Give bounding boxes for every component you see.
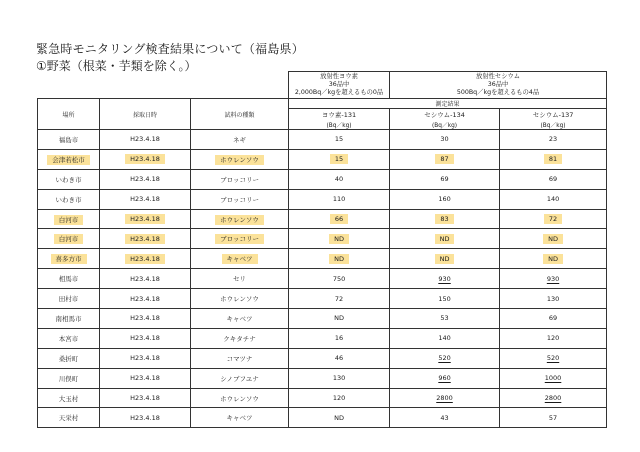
cell-cs134-value: 69 <box>440 175 449 184</box>
cell-cs134-value: 87 <box>435 154 453 164</box>
cell-cs137-value: 81 <box>544 154 562 164</box>
iodine-summary-line: 36品中 <box>328 81 350 88</box>
cell-i131-value: 750 <box>332 274 346 283</box>
cell-i131 <box>289 328 390 348</box>
cell-sample-value: キャベツ <box>226 314 253 323</box>
cell-date-value: H23.4.18 <box>130 274 160 283</box>
table-row <box>38 169 607 189</box>
cell-date-value: H23.4.18 <box>130 413 160 422</box>
cell-place <box>38 328 100 348</box>
cell-cs134-value: 930 <box>438 274 451 283</box>
cell-date-value: H23.4.18 <box>130 135 160 144</box>
cell-place <box>38 309 100 329</box>
cell-place <box>38 249 100 269</box>
table-row <box>38 309 607 329</box>
cell-date <box>100 388 191 408</box>
cell-date <box>100 408 191 428</box>
cell-cs137-value: 72 <box>544 214 562 224</box>
cell-cs134 <box>390 368 500 388</box>
cell-cs137-value: 69 <box>548 175 558 184</box>
cell-cs134-value: 2800 <box>436 394 453 403</box>
table-row <box>38 229 607 249</box>
cell-cs137 <box>500 368 607 388</box>
cell-date-value: H23.4.18 <box>125 154 165 164</box>
cell-place-value: 川俣町 <box>58 374 79 383</box>
cell-date-value: H23.4.18 <box>130 294 160 303</box>
cell-cs137 <box>500 269 607 289</box>
cell-sample-value: ホウレンソウ <box>220 295 259 304</box>
cell-i131 <box>289 130 390 150</box>
cell-place-value: 南相馬市 <box>55 314 82 323</box>
cell-i131-value: 46 <box>334 354 344 363</box>
cell-cs137 <box>500 328 607 348</box>
cell-i131 <box>289 368 390 388</box>
cell-sample-value: ブロッコリー <box>215 234 264 244</box>
cell-cs134-value: 960 <box>438 374 451 383</box>
cell-cs137-value: 1000 <box>544 374 562 383</box>
cell-i131 <box>289 388 390 408</box>
header-date: 採取日時 <box>100 99 191 130</box>
cell-date <box>100 348 191 368</box>
cell-i131-value: ND <box>334 413 344 422</box>
cell-date <box>100 209 191 229</box>
table-row <box>38 408 607 428</box>
cell-place-value: 福島市 <box>58 135 79 144</box>
cell-i131 <box>289 289 390 309</box>
cell-i131-value: 110 <box>332 195 346 204</box>
iodine-summary-line: 2,000Bq／kgを超えるもの0品 <box>294 89 384 96</box>
cell-i131 <box>289 348 390 368</box>
cell-place <box>38 348 100 368</box>
cell-place <box>38 408 100 428</box>
cell-cs134-value: 43 <box>440 413 449 422</box>
cell-i131 <box>289 309 390 329</box>
cell-sample <box>191 209 289 229</box>
cell-cs134 <box>390 229 500 249</box>
cell-cs137-value: 140 <box>546 195 560 204</box>
cell-cs137-value: 130 <box>546 294 560 303</box>
table-row <box>38 269 607 289</box>
cell-sample <box>191 328 289 348</box>
results-table <box>37 71 607 428</box>
cell-place-value: 白河市 <box>54 215 84 225</box>
cell-cs134 <box>390 209 500 229</box>
cell-cs137 <box>500 309 607 329</box>
cell-date-value: H23.4.18 <box>130 354 160 363</box>
cell-date-value: H23.4.18 <box>125 234 165 244</box>
cell-date <box>100 249 191 269</box>
table-row <box>38 149 607 169</box>
cell-sample <box>191 189 289 209</box>
cesium-summary-line: 放射性セシウム <box>476 73 521 80</box>
cell-cs137-value: 120 <box>546 334 560 343</box>
cell-date-value: H23.4.18 <box>130 175 160 184</box>
cell-cs134 <box>390 249 500 269</box>
cell-place <box>38 209 100 229</box>
cell-cs134 <box>390 130 500 150</box>
cell-date <box>100 328 191 348</box>
cell-cs137-value: 57 <box>548 413 558 422</box>
iodine-summary <box>289 72 390 99</box>
cell-date-value: H23.4.18 <box>130 314 160 323</box>
cell-place <box>38 169 100 189</box>
cell-cs137-value: 69 <box>548 314 558 323</box>
cell-place <box>38 289 100 309</box>
cell-cs134 <box>390 328 500 348</box>
cell-i131-value: ND <box>329 254 349 264</box>
page-title: 緊急時モニタリング検査結果について（福島県） <box>36 42 304 56</box>
cell-i131-value: 120 <box>332 394 346 403</box>
cell-i131 <box>289 408 390 428</box>
cell-sample-value: キャベツ <box>222 254 258 264</box>
cell-cs137 <box>500 209 607 229</box>
cell-cs137 <box>500 189 607 209</box>
cell-sample <box>191 289 289 309</box>
cell-sample-value: ブロッコリー <box>220 175 259 184</box>
cell-place-value: 相馬市 <box>58 275 79 284</box>
cell-i131 <box>289 189 390 209</box>
cell-cs137-value: 23 <box>548 135 558 144</box>
cell-cs134-value: ND <box>435 254 455 264</box>
cell-sample-value: ブロッコリー <box>220 195 259 204</box>
cell-place <box>38 229 100 249</box>
header-place: 場所 <box>38 99 100 130</box>
cell-cs137 <box>500 249 607 269</box>
cell-cs134-value: 150 <box>438 294 451 303</box>
table-row <box>38 209 607 229</box>
table-row <box>38 130 607 150</box>
table-row <box>38 189 607 209</box>
cesium-summary-line: 500Bq／kgを超えるもの4品 <box>456 89 540 96</box>
cell-place <box>38 189 100 209</box>
cell-sample-value: キャベツ <box>226 414 253 423</box>
cell-sample-value: ネギ <box>233 135 247 144</box>
cell-place-value: 桑折町 <box>58 354 79 363</box>
cell-date <box>100 149 191 169</box>
cell-cs137-value: ND <box>543 254 563 264</box>
cell-i131-value: ND <box>334 314 344 323</box>
cell-cs134 <box>390 269 500 289</box>
cell-cs134-value: 83 <box>435 214 453 224</box>
cell-sample <box>191 408 289 428</box>
header-cs134: セシウム-134 <box>390 109 500 121</box>
cell-i131 <box>289 269 390 289</box>
cell-place <box>38 269 100 289</box>
cell-i131 <box>289 149 390 169</box>
cell-sample <box>191 229 289 249</box>
cell-date <box>100 169 191 189</box>
table-row <box>38 348 607 368</box>
table-row <box>38 388 607 408</box>
cell-place-value: いわき市 <box>55 175 82 184</box>
cell-sample <box>191 169 289 189</box>
cell-cs134-value: 520 <box>438 354 451 363</box>
cell-cs137 <box>500 149 607 169</box>
cell-cs134-value: 160 <box>438 195 451 204</box>
table-row <box>38 289 607 309</box>
cell-cs134-value: 140 <box>438 334 451 343</box>
section-subtitle: ①野菜（根菜・芋類を除く。） <box>36 59 197 73</box>
cell-cs137-value: 520 <box>546 354 560 363</box>
cell-sample <box>191 249 289 269</box>
cell-place-value: 本宮市 <box>58 334 79 343</box>
cell-place-value: いわき市 <box>55 195 82 204</box>
header-sample: 試料の種類 <box>191 99 289 130</box>
header-unit: (Bq／kg) <box>390 120 500 130</box>
cell-sample <box>191 309 289 329</box>
cell-cs134 <box>390 189 500 209</box>
cell-date <box>100 130 191 150</box>
cell-i131-value: ND <box>329 234 349 244</box>
cell-date-value: H23.4.18 <box>130 334 160 343</box>
header-blank <box>38 72 289 99</box>
cell-i131-value: 16 <box>334 334 344 343</box>
cell-cs137 <box>500 388 607 408</box>
cesium-summary-line: 36品中 <box>487 81 509 88</box>
cell-cs137 <box>500 289 607 309</box>
cell-place <box>38 368 100 388</box>
cell-place-value: 喜多方市 <box>51 254 87 264</box>
header-measured: 測定結果 <box>289 99 607 109</box>
cell-date-value: H23.4.18 <box>130 394 160 403</box>
cell-sample-value: ホウレンソウ <box>220 394 259 403</box>
cell-cs137 <box>500 408 607 428</box>
cell-cs137 <box>500 348 607 368</box>
cell-cs137 <box>500 169 607 189</box>
cell-cs137 <box>500 130 607 150</box>
cell-date-value: H23.4.18 <box>130 374 160 383</box>
cell-i131-value: 15 <box>334 135 344 144</box>
cell-i131-value: 66 <box>330 214 348 224</box>
cell-cs134-value: 53 <box>440 314 449 323</box>
cell-date-value: H23.4.18 <box>125 214 165 224</box>
cell-date <box>100 229 191 249</box>
header-unit: (Bq／kg) <box>500 120 607 130</box>
header-unit: (Bq／kg) <box>289 120 390 130</box>
cell-cs134 <box>390 289 500 309</box>
cell-date <box>100 269 191 289</box>
cell-sample <box>191 388 289 408</box>
cell-place-value: 大玉村 <box>58 394 79 403</box>
cell-place-value: 田村市 <box>58 295 79 304</box>
cell-cs134 <box>390 348 500 368</box>
cell-date-value: H23.4.18 <box>125 254 165 264</box>
cell-place-value: 天栄村 <box>58 414 79 423</box>
cell-sample <box>191 368 289 388</box>
cell-place <box>38 130 100 150</box>
iodine-summary-line: 放射性ヨウ素 <box>320 73 358 80</box>
table-row <box>38 368 607 388</box>
cell-sample-value: クキタチナ <box>223 334 256 343</box>
cell-cs137-value: ND <box>543 234 563 244</box>
cesium-summary <box>390 72 607 99</box>
cell-cs134 <box>390 309 500 329</box>
cell-sample <box>191 269 289 289</box>
cell-sample <box>191 149 289 169</box>
cell-sample-value: コマツナ <box>226 354 253 363</box>
cell-place <box>38 388 100 408</box>
cell-sample <box>191 130 289 150</box>
header-cs137: セシウム-137 <box>500 109 607 121</box>
cell-sample-value: ホウレンソウ <box>215 215 264 225</box>
cell-cs134-value: 30 <box>440 135 449 144</box>
cell-date <box>100 189 191 209</box>
cell-cs137-value: 2800 <box>544 394 562 403</box>
cell-date-value: H23.4.18 <box>130 195 160 204</box>
cell-sample <box>191 348 289 368</box>
cell-cs137-value: 930 <box>546 274 560 283</box>
cell-date <box>100 368 191 388</box>
cell-cs134 <box>390 408 500 428</box>
cell-sample-value: ホウレンソウ <box>215 155 264 165</box>
cell-date <box>100 289 191 309</box>
cell-cs134-value: ND <box>435 234 455 244</box>
cell-i131 <box>289 249 390 269</box>
cell-i131-value: 15 <box>330 154 348 164</box>
cell-date <box>100 309 191 329</box>
table-row <box>38 328 607 348</box>
cell-i131-value: 40 <box>334 175 344 184</box>
table-row <box>38 249 607 269</box>
header-i131: ヨウ素-131 <box>289 109 390 121</box>
cell-i131 <box>289 209 390 229</box>
cell-sample-value: セリ <box>233 275 247 284</box>
cell-i131 <box>289 169 390 189</box>
cell-i131-value: 72 <box>334 294 344 303</box>
cell-cs134 <box>390 388 500 408</box>
cell-place <box>38 149 100 169</box>
cell-place-value: 白河市 <box>54 234 84 244</box>
cell-i131 <box>289 229 390 249</box>
cell-cs137 <box>500 229 607 249</box>
cell-cs134 <box>390 169 500 189</box>
cell-sample-value: シノブフユナ <box>220 374 259 383</box>
cell-i131-value: 130 <box>332 374 346 383</box>
cell-cs134 <box>390 149 500 169</box>
cell-place-value: 会津若松市 <box>47 155 90 165</box>
